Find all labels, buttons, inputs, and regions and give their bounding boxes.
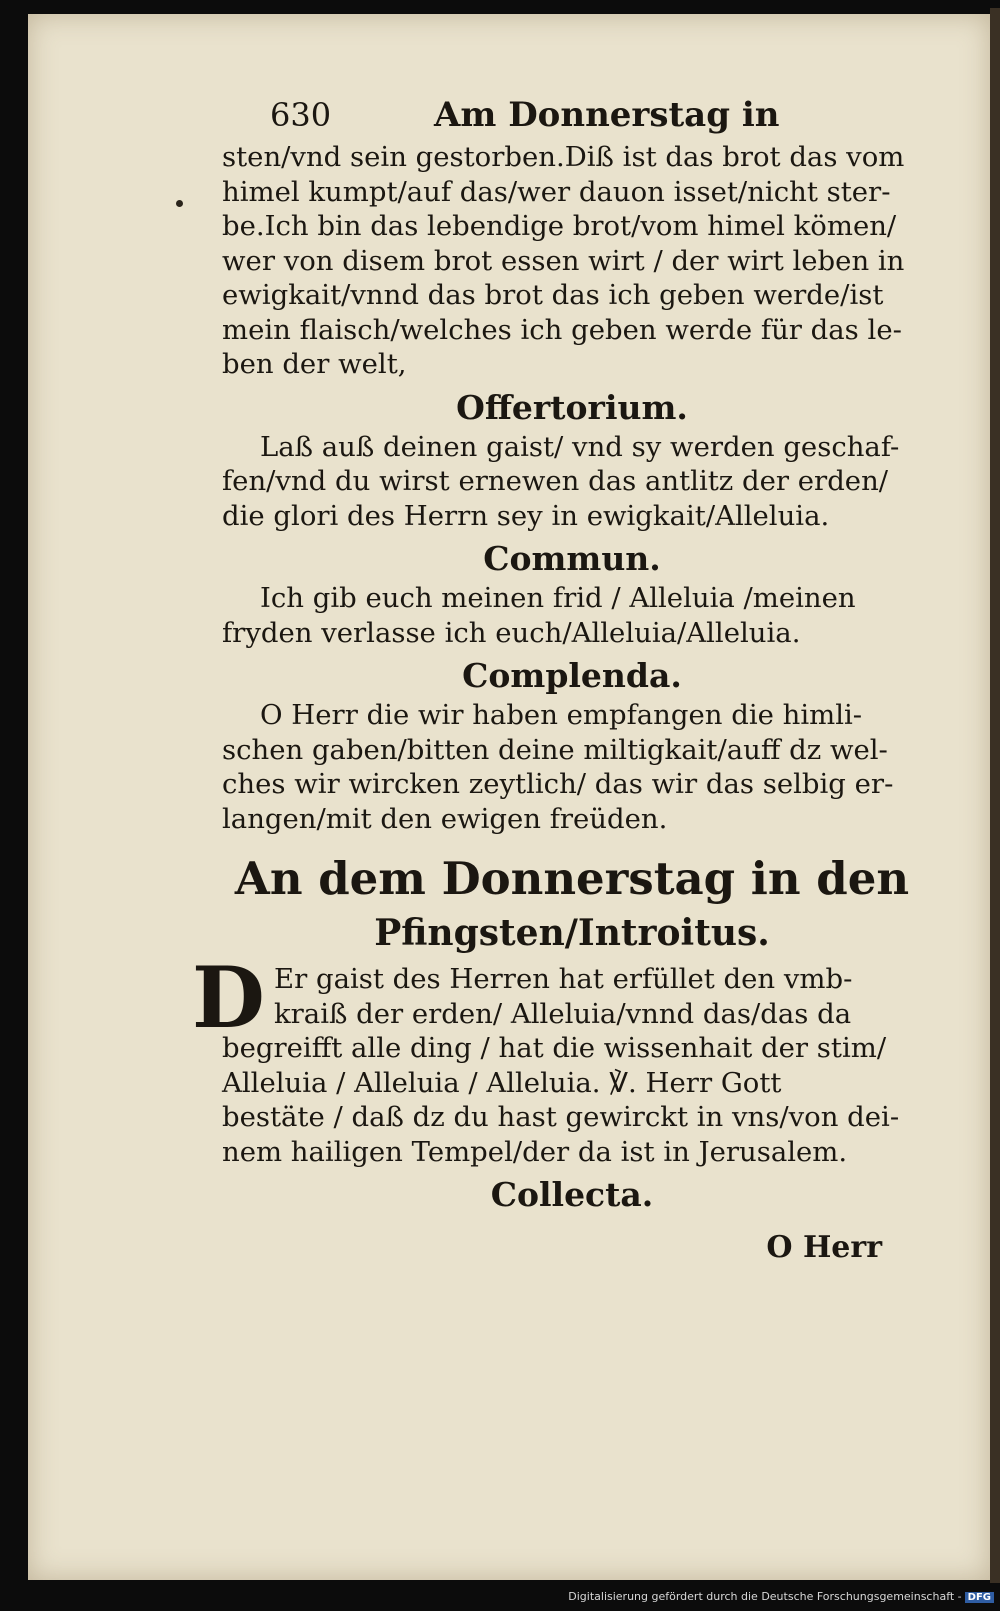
text-line: nem hailigen Tempel/der da ist in Jerusalem. — [222, 1135, 848, 1168]
commun-text — [222, 581, 922, 650]
dfg-logo: DFG — [965, 1592, 994, 1603]
running-head: Am Donnerstag in — [434, 95, 780, 135]
page-header — [222, 88, 922, 140]
text-line: Alleluia / Alleluia / Alleluia. ℣. Herr Gott — [222, 1066, 782, 1099]
drop-cap-initial: D — [192, 948, 265, 1047]
text-line: ewigkait/vnnd das brot das ich geben werde/ist — [222, 279, 884, 311]
section-title: An dem Donnerstag in den — [234, 852, 910, 905]
commun-heading: Commun. — [483, 539, 661, 578]
introitus-text — [192, 948, 922, 1169]
text-line: sten/vnd sein gestorben.Diß ist das brot das vom — [222, 141, 905, 173]
offertorium-text — [222, 430, 922, 534]
text-line: die glori des Herrn sey in ewigkait/Alleluia. — [222, 499, 830, 532]
text-line: Laß auß deinen gaist/ vnd sy werden geschaf- — [260, 430, 900, 463]
digitization-credit — [568, 1590, 994, 1603]
text-line: Ich gib euch meinen frid / Alleluia /meinen — [260, 582, 856, 614]
text-line: schen gaben/bitten deine miltigkait/auff dz wel- — [222, 733, 888, 766]
text-line: begreifft alle ding / hat die wissenhait der stim/ — [222, 1032, 887, 1064]
paragraph-continuation — [222, 140, 922, 382]
page-number: 630 — [270, 96, 332, 134]
text-line: fen/vnd du wirst ernewen das antlitz der erden/ — [222, 465, 889, 497]
complenda-heading: Complenda. — [462, 656, 682, 695]
text-line: O Herr die wir haben empfangen die himli- — [260, 699, 863, 731]
text-line: ches wir wircken zeytlich/ das wir das selbig er- — [222, 768, 894, 800]
book-spine-edge — [990, 8, 1000, 1583]
text-line: Er gaist des Herren hat erfüllet den vmb- — [274, 963, 853, 995]
text-line: wer von disem brot essen wirt / der wirt leben in — [222, 244, 905, 277]
text-line: kraiß der erden/ Alleluia/vnnd das/das da — [274, 997, 852, 1030]
section-subtitle: Pfingsten/Introitus. — [374, 912, 770, 954]
collecta-heading: Collecta. — [490, 1175, 654, 1214]
credit-text: Digitalisierung gefördert durch die Deutsche Forschungsgemeinschaft - — [568, 1590, 962, 1603]
text-line: bestäte / daß dz du hast gewirckt in vns/von dei- — [222, 1101, 900, 1133]
page-text — [192, 88, 922, 1266]
text-line: mein flaisch/welches ich geben werde für das le- — [222, 313, 902, 346]
text-line: himel kumpt/auf das/wer dauon isset/nicht ster- — [222, 175, 891, 208]
ink-spot — [176, 200, 183, 207]
text-line: langen/mit den ewigen freüden. — [222, 802, 668, 835]
text-line: fryden verlasse ich euch/Alleluia/Alleluia. — [222, 616, 801, 649]
offertorium-heading: Offertorium. — [456, 387, 688, 427]
text-line: ben der welt, — [222, 348, 407, 380]
text-line: be.Ich bin das lebendige brot/vom himel kömen/ — [222, 210, 897, 242]
catchword: O Herr — [766, 1230, 882, 1265]
complenda-text — [222, 698, 922, 836]
